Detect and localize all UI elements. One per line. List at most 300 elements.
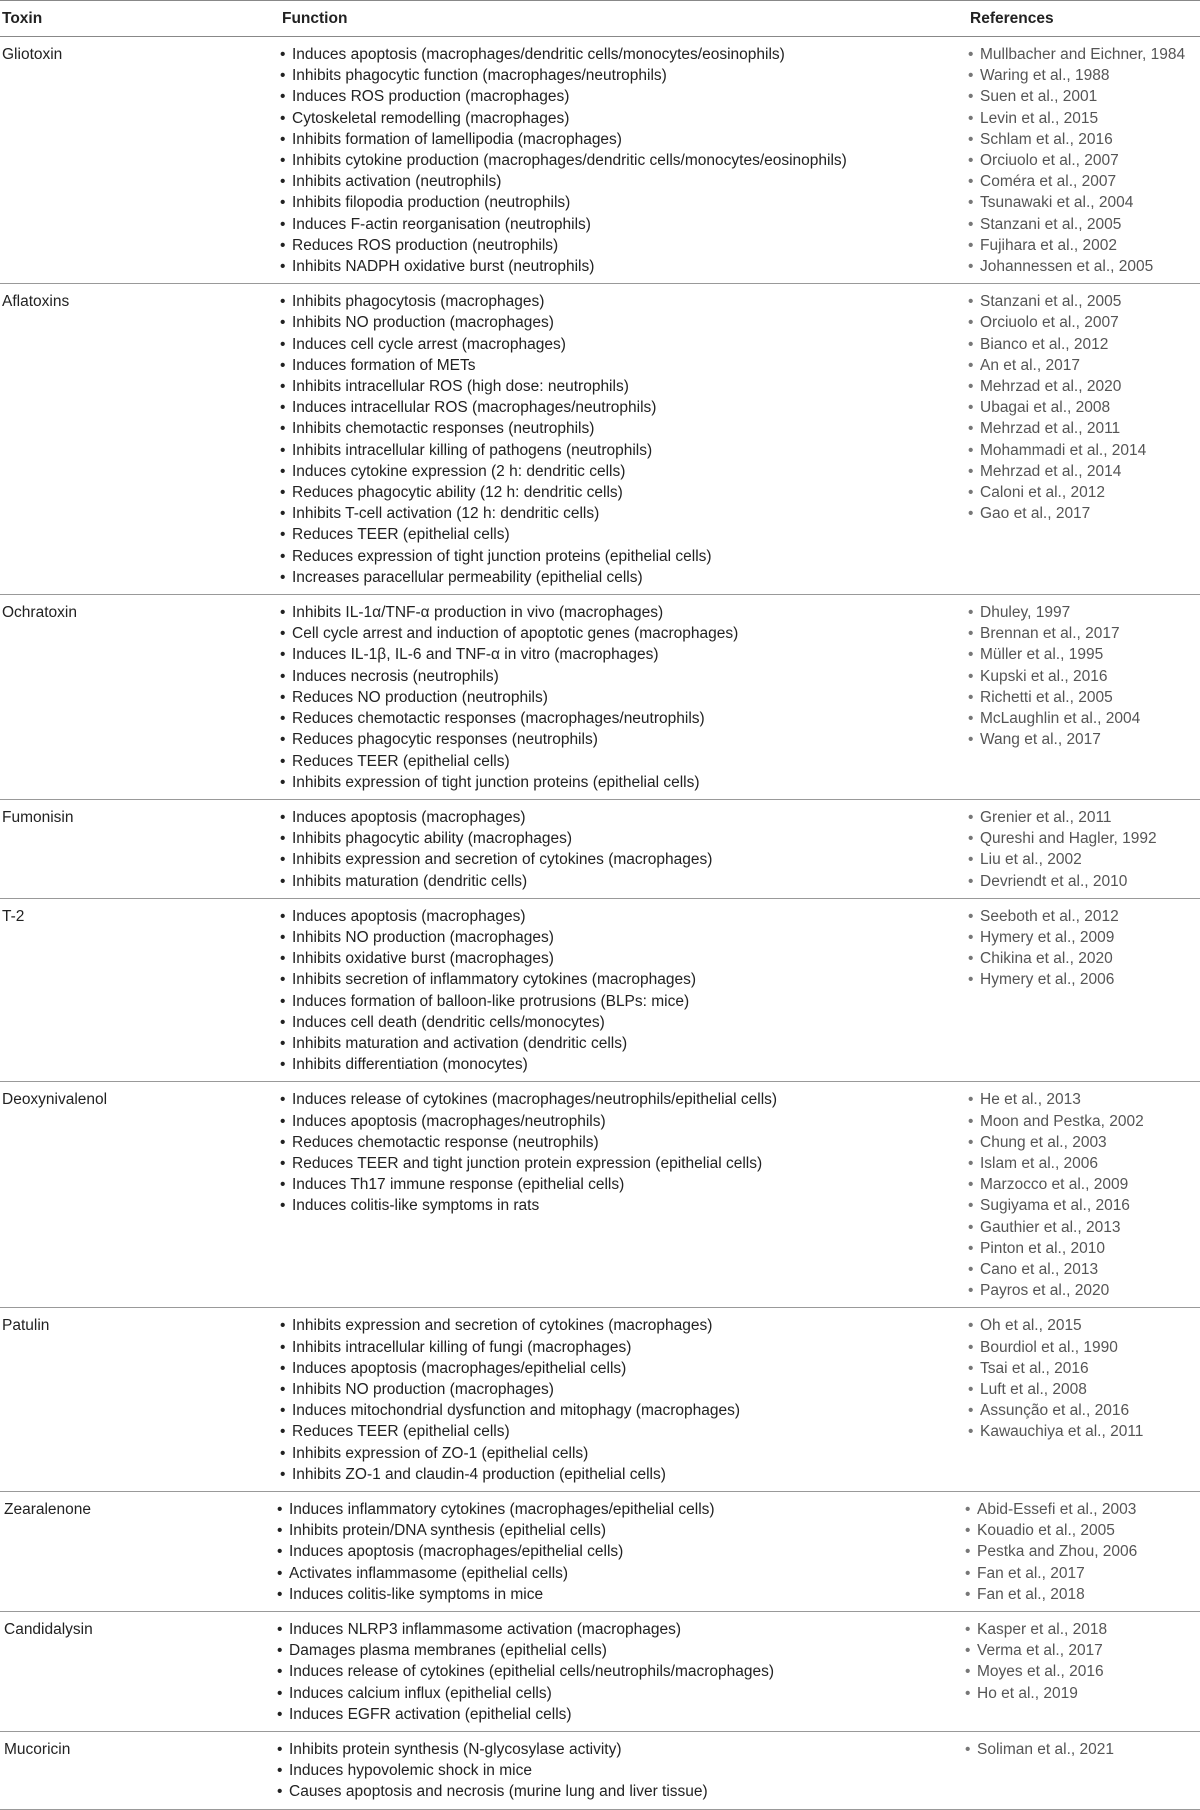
bullet-icon: • xyxy=(968,688,974,706)
function-item xyxy=(280,44,966,65)
bullet-icon: • xyxy=(968,236,974,254)
toxin-name: Candidalysin xyxy=(4,1621,93,1639)
function-text: Inhibits intracellular ROS (high dose: neutrophils) xyxy=(292,378,629,396)
bullet-icon: • xyxy=(968,462,974,480)
reference-item xyxy=(963,1683,1197,1704)
reference-item xyxy=(966,644,1200,665)
function-text: Inhibits expression of ZO-1 (epithelial cells) xyxy=(292,1444,589,1462)
bullet-icon: • xyxy=(277,1585,283,1603)
function-text: Inhibits intracellular killing of fungi (macrophages) xyxy=(292,1338,632,1356)
function-item xyxy=(280,376,966,397)
table-row xyxy=(0,899,1200,1083)
function-item xyxy=(280,906,966,927)
function-item xyxy=(277,1704,963,1725)
bullet-icon: • xyxy=(968,667,974,685)
bullet-icon: • xyxy=(965,1501,971,1518)
function-text: Inhibits phagocytic ability (macrophages) xyxy=(292,830,572,848)
bullet-icon: • xyxy=(968,194,974,212)
function-item xyxy=(280,828,966,849)
reference-text: Pinton et al., 2010 xyxy=(980,1239,1105,1257)
function-text: Cytoskeletal remodelling (macrophages) xyxy=(292,109,570,127)
reference-item xyxy=(966,312,1200,333)
function-text: Reduces TEER (epithelial cells) xyxy=(292,1423,510,1441)
reference-item xyxy=(963,1661,1197,1682)
function-item xyxy=(280,440,966,461)
reference-list xyxy=(966,906,1200,1076)
table-row xyxy=(0,1492,1200,1612)
function-item xyxy=(280,1089,966,1110)
function-item xyxy=(280,1443,966,1464)
function-item xyxy=(277,1520,963,1541)
function-text: Reduces ROS production (neutrophils) xyxy=(292,236,559,254)
bullet-icon: • xyxy=(280,604,286,622)
function-text: Inhibits protein/DNA synthesis (epithelial cells) xyxy=(289,1522,607,1540)
bullet-icon: • xyxy=(277,1501,283,1518)
reference-text: Moyes et al., 2016 xyxy=(977,1663,1104,1681)
reference-item xyxy=(963,1640,1197,1661)
table-row xyxy=(0,1082,1200,1308)
reference-item xyxy=(963,1563,1197,1584)
function-item xyxy=(280,687,966,708)
reference-text: Levin et al., 2015 xyxy=(980,109,1099,127)
function-item xyxy=(280,214,966,235)
bullet-icon: • xyxy=(280,872,286,890)
reference-item xyxy=(966,129,1200,150)
function-text: Inhibits ZO-1 and claudin-4 production (epithelial cells) xyxy=(292,1465,666,1483)
reference-list xyxy=(963,1499,1197,1605)
function-text: Induces EGFR activation (epithelial cells) xyxy=(289,1705,572,1723)
function-item xyxy=(277,1781,963,1802)
reference-text: Mehrzad et al., 2020 xyxy=(980,378,1122,396)
function-item xyxy=(280,397,966,418)
bullet-icon: • xyxy=(280,378,286,396)
reference-item xyxy=(966,1259,1200,1280)
bullet-icon: • xyxy=(968,1260,974,1278)
toxin-name: Patulin xyxy=(2,1317,50,1335)
function-text: Inhibits IL-1α/TNF-α production in vivo (macrophages) xyxy=(292,604,664,622)
function-item xyxy=(280,171,966,192)
bullet-icon: • xyxy=(968,378,974,396)
reference-list xyxy=(966,291,1200,588)
reference-text: Abid-Essefi et al., 2003 xyxy=(977,1501,1137,1518)
bullet-icon: • xyxy=(968,505,974,523)
reference-text: Kasper et al., 2018 xyxy=(977,1621,1108,1639)
reference-item xyxy=(966,503,1200,524)
reference-text: Mohammadi et al., 2014 xyxy=(980,441,1147,459)
toxin-name: T-2 xyxy=(2,907,25,925)
reference-item xyxy=(966,256,1200,277)
bullet-icon: • xyxy=(968,1380,974,1398)
function-item xyxy=(280,86,966,107)
function-text: Inhibits NADPH oxidative burst (neutrophils) xyxy=(292,258,595,276)
reference-item xyxy=(966,927,1200,948)
bullet-icon: • xyxy=(965,1564,971,1582)
function-item xyxy=(280,991,966,1012)
function-text: Reduces TEER (epithelial cells) xyxy=(292,752,510,770)
bullet-icon: • xyxy=(280,1465,286,1483)
reference-list xyxy=(966,1089,1200,1301)
reference-item xyxy=(966,418,1200,439)
bullet-icon: • xyxy=(280,1013,286,1031)
bullet-icon: • xyxy=(280,130,286,148)
bullet-icon: • xyxy=(968,258,974,276)
bullet-icon: • xyxy=(968,335,974,353)
table-row xyxy=(0,284,1200,595)
reference-text: Waring et al., 1988 xyxy=(980,67,1110,85)
function-text: Induces apoptosis (macrophages) xyxy=(292,808,526,826)
function-item xyxy=(280,334,966,355)
reference-list xyxy=(966,807,1200,892)
reference-text: Mehrzad et al., 2014 xyxy=(980,462,1122,480)
function-text: Induces release of cytokines (epithelial cells/neutrophils/macrophages) xyxy=(289,1663,775,1681)
bullet-icon: • xyxy=(280,808,286,826)
bullet-icon: • xyxy=(965,1684,971,1702)
bullet-icon: • xyxy=(280,568,286,586)
function-text: Induces IL-1β, IL-6 and TNF-α in vitro (macrophages) xyxy=(292,646,659,664)
function-text: Reduces chemotactic response (neutrophils) xyxy=(292,1133,599,1151)
function-list xyxy=(280,807,966,892)
bullet-icon: • xyxy=(968,1133,974,1151)
bullet-icon: • xyxy=(277,1663,283,1681)
function-list xyxy=(280,44,966,277)
reference-text: Johannessen et al., 2005 xyxy=(980,258,1154,276)
bullet-icon: • xyxy=(280,950,286,968)
reference-text: Wang et al., 2017 xyxy=(980,731,1101,749)
bullet-icon: • xyxy=(280,731,286,749)
function-item xyxy=(280,1195,966,1216)
reference-text: Kupski et al., 2016 xyxy=(980,667,1108,685)
bullet-icon: • xyxy=(968,830,974,848)
bullet-icon: • xyxy=(968,907,974,925)
bullet-icon: • xyxy=(968,872,974,890)
bullet-icon: • xyxy=(280,1091,286,1109)
function-text: Inhibits T-cell activation (12 h: dendritic cells) xyxy=(292,505,600,523)
function-item xyxy=(280,969,966,990)
bullet-icon: • xyxy=(965,1621,971,1639)
reference-item xyxy=(966,214,1200,235)
bullet-icon: • xyxy=(280,194,286,212)
bullet-icon: • xyxy=(280,1176,286,1194)
bullet-icon: • xyxy=(280,526,286,544)
toxin-name: Zearalenone xyxy=(4,1501,92,1518)
reference-item xyxy=(966,1400,1200,1421)
bullet-icon: • xyxy=(968,1112,974,1130)
reference-item xyxy=(963,1541,1197,1562)
function-item xyxy=(280,1153,966,1174)
function-item xyxy=(280,927,966,948)
reference-item xyxy=(966,1337,1200,1358)
reference-text: Dhuley, 1997 xyxy=(980,604,1071,622)
function-item xyxy=(280,1033,966,1054)
bullet-icon: • xyxy=(280,1317,286,1335)
reference-item xyxy=(966,623,1200,644)
bullet-icon: • xyxy=(277,1642,283,1660)
reference-text: Hymery et al., 2006 xyxy=(980,971,1115,989)
bullet-icon: • xyxy=(280,1380,286,1398)
function-text: Induces mitochondrial dysfunction and mitophagy (macrophages) xyxy=(292,1402,741,1420)
function-text: Reduces TEER (epithelial cells) xyxy=(292,526,510,544)
bullet-icon: • xyxy=(280,907,286,925)
reference-text: Oh et al., 2015 xyxy=(980,1317,1082,1335)
reference-item xyxy=(966,602,1200,623)
function-item xyxy=(280,1111,966,1132)
reference-text: Brennan et al., 2017 xyxy=(980,625,1120,643)
toxin-name: Deoxynivalenol xyxy=(2,1091,108,1109)
function-item xyxy=(280,772,966,793)
function-item xyxy=(280,108,966,129)
reference-text: Richetti et al., 2005 xyxy=(980,688,1113,706)
reference-text: Fan et al., 2018 xyxy=(977,1585,1085,1603)
function-text: Reduces phagocytic responses (neutrophils) xyxy=(292,731,598,749)
function-text: Activates inflammasome (epithelial cells) xyxy=(289,1564,569,1582)
bullet-icon: • xyxy=(968,971,974,989)
bullet-icon: • xyxy=(280,152,286,170)
function-item xyxy=(277,1683,963,1704)
function-list xyxy=(280,1315,966,1485)
reference-item xyxy=(966,440,1200,461)
bullet-icon: • xyxy=(968,1317,974,1335)
function-text: Induces cell death (dendritic cells/monocytes) xyxy=(292,1013,605,1031)
toxin-name: Aflatoxins xyxy=(2,293,70,311)
reference-item xyxy=(963,1520,1197,1541)
bullet-icon: • xyxy=(968,173,974,191)
function-text: Induces NLRP3 inflammasome activation (macrophages) xyxy=(289,1621,681,1639)
reference-text: Orciuolo et al., 2007 xyxy=(980,152,1119,170)
function-item xyxy=(280,1337,966,1358)
bullet-icon: • xyxy=(280,547,286,565)
function-item xyxy=(280,418,966,439)
reference-text: Fan et al., 2017 xyxy=(977,1564,1085,1582)
table-row xyxy=(0,800,1200,899)
function-item xyxy=(277,1584,963,1605)
function-item xyxy=(280,65,966,86)
bullet-icon: • xyxy=(280,505,286,523)
function-list xyxy=(277,1499,963,1605)
reference-item xyxy=(966,482,1200,503)
bullet-icon: • xyxy=(968,625,974,643)
reference-list xyxy=(963,1739,1197,1803)
bullet-icon: • xyxy=(277,1684,283,1702)
bullet-icon: • xyxy=(280,928,286,946)
bullet-icon: • xyxy=(280,484,286,502)
bullet-icon: • xyxy=(280,173,286,191)
function-item xyxy=(280,666,966,687)
reference-text: Bourdiol et al., 1990 xyxy=(980,1338,1118,1356)
bullet-icon: • xyxy=(280,462,286,480)
bullet-icon: • xyxy=(968,950,974,968)
bullet-icon: • xyxy=(280,258,286,276)
function-text: Inhibits expression and secretion of cytokines (macrophages) xyxy=(292,1317,713,1335)
reference-text: Caloni et al., 2012 xyxy=(980,484,1105,502)
reference-text: Grenier et al., 2011 xyxy=(980,808,1112,826)
function-list xyxy=(280,906,966,1076)
bullet-icon: • xyxy=(280,1034,286,1052)
function-item xyxy=(280,1012,966,1033)
function-item xyxy=(280,602,966,623)
bullet-icon: • xyxy=(280,667,286,685)
reference-text: Moon and Pestka, 2002 xyxy=(980,1112,1144,1130)
reference-item xyxy=(966,906,1200,927)
header-toxin: Toxin xyxy=(2,10,43,27)
reference-item xyxy=(963,1619,1197,1640)
bullet-icon: • xyxy=(280,830,286,848)
bullet-icon: • xyxy=(968,1091,974,1109)
function-text: Reduces expression of tight junction proteins (epithelial cells) xyxy=(292,547,712,565)
reference-text: Chung et al., 2003 xyxy=(980,1133,1107,1151)
function-text: Induces apoptosis (macrophages/epithelial cells) xyxy=(289,1543,624,1561)
function-text: Induces F-actin reorganisation (neutrophils) xyxy=(292,215,591,233)
bullet-icon: • xyxy=(280,625,286,643)
reference-item xyxy=(966,828,1200,849)
bullet-icon: • xyxy=(968,1282,974,1300)
bullet-icon: • xyxy=(280,67,286,85)
function-text: Induces apoptosis (macrophages) xyxy=(292,907,526,925)
bullet-icon: • xyxy=(280,1402,286,1420)
function-text: Induces formation of METs xyxy=(292,356,476,374)
bullet-icon: • xyxy=(968,152,974,170)
function-item xyxy=(277,1640,963,1661)
reference-text: Müller et al., 1995 xyxy=(980,646,1104,664)
reference-item xyxy=(966,1195,1200,1216)
reference-item xyxy=(966,291,1200,312)
reference-text: Seeboth et al., 2012 xyxy=(980,907,1119,925)
toxin-name: Mucoricin xyxy=(4,1741,71,1759)
bullet-icon: • xyxy=(280,46,286,63)
function-text: Inhibits formation of lamellipodia (macrophages) xyxy=(292,130,622,148)
bullet-icon: • xyxy=(968,399,974,417)
reference-item xyxy=(966,969,1200,990)
function-item xyxy=(280,482,966,503)
bullet-icon: • xyxy=(280,314,286,332)
reference-item xyxy=(966,1089,1200,1110)
reference-text: Verma et al., 2017 xyxy=(977,1642,1103,1660)
table-row xyxy=(0,37,1200,284)
bullet-icon: • xyxy=(968,1359,974,1377)
bullet-icon: • xyxy=(280,109,286,127)
bullet-icon: • xyxy=(968,1239,974,1257)
function-text: Reduces TEER and tight junction protein expression (epithelial cells) xyxy=(292,1154,763,1172)
reference-item xyxy=(966,192,1200,213)
reference-item xyxy=(966,729,1200,750)
function-item xyxy=(280,644,966,665)
function-text: Inhibits secretion of inflammatory cytokines (macrophages) xyxy=(292,971,697,989)
bullet-icon: • xyxy=(280,646,286,664)
function-item xyxy=(280,355,966,376)
bullet-icon: • xyxy=(280,1056,286,1074)
bullet-icon: • xyxy=(280,710,286,728)
function-item xyxy=(280,1358,966,1379)
bullet-icon: • xyxy=(280,1359,286,1377)
bullet-icon: • xyxy=(277,1543,283,1561)
reference-item xyxy=(966,1153,1200,1174)
function-text: Inhibits expression and secretion of cytokines (macrophages) xyxy=(292,851,713,869)
function-text: Inhibits activation (neutrophils) xyxy=(292,173,502,191)
bullet-icon: • xyxy=(280,1444,286,1462)
reference-item xyxy=(966,708,1200,729)
function-text: Induces apoptosis (macrophages/dendritic cells/monocytes/eosinophils) xyxy=(292,46,785,63)
bullet-icon: • xyxy=(968,67,974,85)
reference-text: Sugiyama et al., 2016 xyxy=(980,1197,1130,1215)
bullet-icon: • xyxy=(965,1522,971,1540)
reference-item xyxy=(966,65,1200,86)
function-text: Inhibits phagocytic function (macrophages/neutrophils) xyxy=(292,67,667,85)
reference-item xyxy=(966,235,1200,256)
toxin-name: Fumonisin xyxy=(2,808,74,826)
function-item xyxy=(280,849,966,870)
reference-item xyxy=(966,334,1200,355)
reference-text: Orciuolo et al., 2007 xyxy=(980,314,1119,332)
function-text: Cell cycle arrest and induction of apoptotic genes (macrophages) xyxy=(292,625,739,643)
function-item xyxy=(280,751,966,772)
function-item xyxy=(280,546,966,567)
function-list xyxy=(280,291,966,588)
reference-text: He et al., 2013 xyxy=(980,1091,1081,1109)
reference-text: McLaughlin et al., 2004 xyxy=(980,710,1141,728)
bullet-icon: • xyxy=(280,688,286,706)
function-text: Induces cytokine expression (2 h: dendritic cells) xyxy=(292,462,626,480)
function-text: Inhibits oxidative burst (macrophages) xyxy=(292,950,554,968)
function-item xyxy=(280,291,966,312)
reference-text: Qureshi and Hagler, 1992 xyxy=(980,830,1157,848)
bullet-icon: • xyxy=(968,1197,974,1215)
function-item xyxy=(280,150,966,171)
reference-item xyxy=(966,108,1200,129)
function-text: Induces cell cycle arrest (macrophages) xyxy=(292,335,566,353)
bullet-icon: • xyxy=(968,293,974,311)
reference-list xyxy=(966,602,1200,793)
reference-item xyxy=(966,376,1200,397)
reference-item xyxy=(966,807,1200,828)
function-text: Induces hypovolemic shock in mice xyxy=(289,1762,532,1780)
bullet-icon: • xyxy=(965,1543,971,1561)
function-text: Induces calcium influx (epithelial cells) xyxy=(289,1684,552,1702)
reference-text: Tsai et al., 2016 xyxy=(980,1359,1089,1377)
reference-text: Hymery et al., 2009 xyxy=(980,928,1115,946)
bullet-icon: • xyxy=(968,646,974,664)
function-text: Inhibits NO production (macrophages) xyxy=(292,1380,554,1398)
reference-item xyxy=(966,150,1200,171)
bullet-icon: • xyxy=(968,808,974,826)
bullet-icon: • xyxy=(277,1564,283,1582)
reference-text: Payros et al., 2020 xyxy=(980,1282,1110,1300)
bullet-icon: • xyxy=(965,1741,971,1759)
bullet-icon: • xyxy=(968,109,974,127)
bullet-icon: • xyxy=(280,971,286,989)
reference-text: Stanzani et al., 2005 xyxy=(980,215,1122,233)
bullet-icon: • xyxy=(968,1423,974,1441)
function-text: Causes apoptosis and necrosis (murine lung and liver tissue) xyxy=(289,1783,708,1801)
reference-item xyxy=(966,687,1200,708)
function-text: Induces apoptosis (macrophages/neutrophils) xyxy=(292,1112,606,1130)
reference-item xyxy=(966,1280,1200,1301)
bullet-icon: • xyxy=(277,1621,283,1639)
bullet-icon: • xyxy=(965,1663,971,1681)
bullet-icon: • xyxy=(968,1154,974,1172)
bullet-icon: • xyxy=(280,356,286,374)
bullet-icon: • xyxy=(280,1133,286,1151)
bullet-icon: • xyxy=(965,1642,971,1660)
function-list xyxy=(280,602,966,793)
function-text: Reduces chemotactic responses (macrophages/neutrophils) xyxy=(292,710,705,728)
reference-text: Devriendt et al., 2010 xyxy=(980,872,1128,890)
function-text: Inhibits cytokine production (macrophages/dendritic cells/monocytes/eosinophils) xyxy=(292,152,847,170)
bullet-icon: • xyxy=(968,851,974,869)
bullet-icon: • xyxy=(965,1585,971,1603)
function-text: Inhibits maturation and activation (dendritic cells) xyxy=(292,1034,628,1052)
reference-item xyxy=(963,1584,1197,1605)
reference-item xyxy=(966,86,1200,107)
function-item xyxy=(280,729,966,750)
